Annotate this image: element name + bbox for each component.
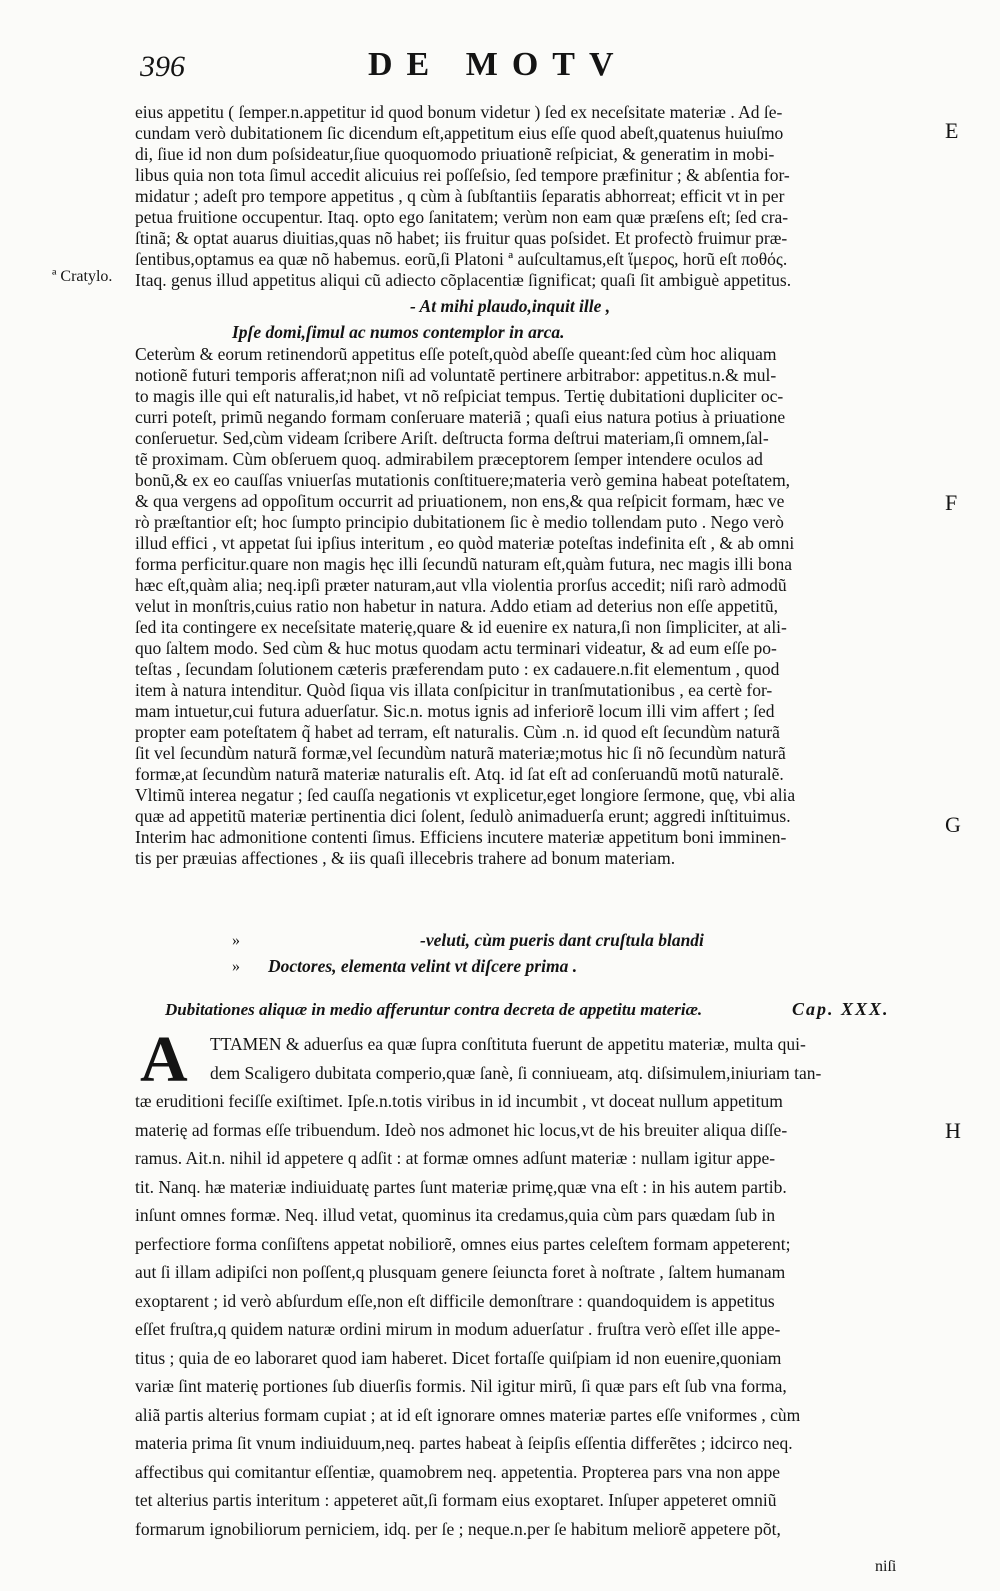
body-line: tit. Nanq. hæ materiæ indiuiduatę partes ſunt materiæ primę,quæ vna eſt : in his autem partib. [135,1176,787,1197]
body-line: dem Scaligero dubitata comperio,quæ ſanè, ſi conniueam, atq. diſsimulem,iniuriam tan- [210,1062,822,1083]
verse-line: Ipſe domi,ſimul ac numos contemplor in arca. [232,322,565,342]
chapter-number: Cap. XXX. [792,999,890,1019]
body-line: illud effici , vt appetat ſui ipſius interitum , eo quòd materiæ poteſtas indefinita eſt , & ab omni [135,533,795,553]
body-line: Interim hac admonitione contenti ſimus. Efficiens incutere materiæ appetitum boni imminen- [135,827,787,847]
body-line: eius appetitu ( ſemper.n.appetitur id quod bonum videtur ) ſed ex neceſsitate materiæ . Ad ſe- [135,102,783,122]
body-line: forma perficitur.quare non magis hęc illi ſecundũ naturam eſt,quàm futura, nec magis illi bona [135,554,793,574]
body-line: materię ad formas eſſe tribuendum. Ideò nos admonet hic locus,vt de his breuiter aliqua diſſe- [135,1119,788,1140]
body-line: tis per præuias affectiones , & iis quaſi illecebris trahere ad bonum materiam. [135,848,676,868]
verse-line: Doctores, elementa velint vt diſcere prima . [268,956,578,976]
body-line: formæ,at ſecundùm naturã materiæ naturalis eſt. Atq. id ſat eſt ad conſeruandũ motũ naturalẽ. [135,764,784,784]
body-line: tẽ proximam. Cùm obſeruem quoq. admirabilem præceptorem ſemper intendere oculos ad [135,449,763,469]
body-line: Vltimũ interea negatur ; ſed cauſſa negationis vt explicetur,eget longiore ſermone, quę, vbi alia [135,785,796,805]
margin-note-cratylo: ª Cratylo. [52,268,113,285]
body-line: ramus. Ait.n. nihil id appetere q adſit : at formæ omnes adſunt materiæ : nullam igitur appe- [135,1148,776,1168]
body-line: variæ ſint materię portiones ſub diuerſis formis. Nil igitur mirũ, ſi quæ pars eſt ſub vna forma, [135,1376,787,1396]
body-line: propter eam poteſtatem q̃ habet ad terram, eſt naturalis. Cùm .n. id quod eſt ſecundùm naturã [135,722,780,742]
body-line: ſit vel ſecundùm naturã formæ,vel ſecundùm naturã materiæ;motus hic ſi nõ ſecundùm naturã [135,743,786,763]
body-line: formarum ignobiliorum perniciem, idq. per ſe ; neque.n.per ſe habitum meliorẽ appetere põt, [135,1518,781,1539]
page-number: 396 [140,50,185,83]
margin-letter-g: G [945,812,961,837]
body-line: ſed ita contingere ex neceſsitate materię,quare & id euenire ex natura,ſi non ſimpliciter, at ali- [135,617,787,637]
body-line: quo ſaltem modo. Sed cùm & huc motus quodam actu terminari videatur, & ad eum eſſe po- [135,638,777,658]
body-line: materia prima ſit vnum indiuiduum,neq. partes habeat à ſeipſis eſſentia differẽtes ; idcirco neq. [135,1433,793,1453]
drop-cap: A [140,1023,188,1096]
body-line: TTAMEN & aduerſus ea quæ ſupra conſtituta fuerunt de appetitu materiæ, multa qui- [210,1034,806,1054]
margin-letter-h: H [945,1118,961,1143]
body-line: di, ſiue id non dum poſsideatur,ſiue quoquomodo priuationẽ reſpiciat, & generatim in mobi- [135,144,775,164]
body-line: petua fruitione occupentur. Itaq. opto ego ſanitatem; verùm non eam quæ præſens eſt; ſed cra- [135,207,789,227]
margin-letter-e: E [945,118,959,143]
verse-quote-mark: » [232,958,240,975]
running-head: DE MOTV [368,46,628,83]
body-line: midatur ; adeſt pro tempore appetitus , q cùm à ſubſtantiis ſeparatis abhorreat; efficit vt in per [135,186,785,206]
verse-line: - At mihi plaudo,inquit ille , [410,296,611,316]
chapter-heading: Dubitationes aliquæ in medio afferuntur contra decreta de appetitu materiæ. [165,1000,703,1019]
body-line: item à natura intenditur. Quòd ſiqua vis illata conſpicitur in tranſmutationibus , ea certè for- [135,680,773,700]
body-line: inſunt omnes formæ. Neq. illud vetat, quominus ita credamus,quia cùm pars quædam ſub in [135,1205,776,1225]
body-line: titus ; quia de eo laboraret quod iam haberet. Dicet fortaſſe quiſpiam id non euenire,quoniam [135,1347,782,1368]
body-line: bonũ,& ex eo cauſſas vniuerſas mutationis conſtituere;materia verò gemina habeat poteſtatem, [135,470,791,490]
body-line: Itaq. genus illud appetitus aliqui cũ adiecto cõplacentiæ ſignificat; quaſi ſit ambiguè appetitus. [135,270,792,290]
catchword: niſi [875,1558,897,1575]
body-line: cundam verò dubitationem ſic dicendum eſt,appetitum eius eſſe quod abeſt,quatenus huiuſmo [135,123,784,143]
body-line: to magis ille qui eſt naturalis,id habet, vt nõ reſpiciat tempus. Tertię dubitationi dupliciter oc- [135,386,784,406]
body-line: ſentibus,optamus ea quæ nõ habemus. eorũ,ſi Platoni ª auſcultamus,eſt ἵμερος, horũ eſt ποθός. [135,249,788,269]
body-line: velut in monſtris,cuius ratio non habetur in natura. Addo etiam ad deterius non eſſe appetitũ, [135,596,778,616]
body-line: hæc eſt,quàm alia; neq.ipſi præter naturam,aut vlla violentia prorſus accedit; niſi rarò admodũ [135,575,787,595]
body-line: aut ſi illam adipiſci non poſſent,q plusquam genere ſeiuncta foret à noſtrate , ſaltem humanam [135,1262,786,1282]
body-line: eſſet fruſtra,q quidem naturæ ordini mirum in modum aduerſatur . fruſtra verò eſſet ille appe- [135,1319,781,1339]
body-line: perfectiore forma conſiſtens appetat nobiliorẽ, omnes eius partes celeſtem formam appeterent; [135,1233,791,1254]
body-line: conſeruetur. Sed,cùm videam ſcribere Ariſt. deſtructa forma deſtrui materiam,ſi omnem,ſal- [135,428,769,448]
body-line: quæ ad appetitũ materiæ pertinentia dici ſolent, ſedulò animaduerſa erunt; aggredi inſtituimus. [135,806,791,826]
body-line: curri poteſt, primũ negando formam conſeruare materiã ; quaſi eius natura potius à priuatione [135,407,786,427]
body-line: exoptarent ; id verò abſurdum eſſe,non eſt difficile demonſtrare : quandoquidem is appetitus [135,1290,775,1311]
body-line: libus quia non tota ſimul accedit alicuius rei poſſeſsio, ſed tempore præfinitur ; & abſentia for- [135,165,790,185]
body-line: tet alterius partis interitum : appeteret aũt,ſi formam eius exoptaret. Inſuper appeteret omniũ [135,1490,777,1510]
margin-letter-f: F [945,490,958,515]
body-line: Ceterùm & eorum retinendorũ appetitus eſſe poteſt,quòd abeſſe queant:ſed cùm hoc aliquam [135,344,777,364]
body-line: ſtinã; & optat auarus diuitias,quas nõ habet; iis fruitur quas poſsidet. Et profectò fruimur præ- [135,228,788,248]
body-line: & qua vergens ad oppoſitum occurrit ad priuationem, non ens,& qua reſpicit formam, hæc ve [135,491,785,511]
body-line: teſtas , ſecundam ſolutionem cæteris præferendam puto : ex cadauere.n.fit elementum , quod [135,659,780,679]
body-line: rò præſtantior eſt; hoc ſumpto principio dubitationem ſic è medio tollendam puto . Nego verò [135,512,784,532]
body-line: tæ eruditioni feciſſe exiſtimet. Ipſe.n.totis viribus in id incumbit , vt doceat nullum appetitum [135,1091,783,1111]
body-line: mam intuetur,cui futura aduerſatur. Sic.n. motus ignis ad inferiorẽ locum illi vim affert ; ſed [135,701,775,721]
body-line: aliã partis alterius formam cupiat ; at id eſt ignorare omnes materiæ partes eſſe vniformes , cùm [135,1404,801,1425]
verse-line: -veluti, cùm pueris dant cruſtula blandi [420,930,704,950]
body-line: affectibus qui comitantur eſſentiæ, quamobrem neq. appetentia. Propterea pars vna non appe [135,1461,781,1482]
verse-quote-mark: » [232,932,240,949]
body-line: notionẽ futuri temporis afferat;non niſi ad voluntatẽ pertinere arbitrabor: appetitus.n.& mul- [135,365,777,385]
